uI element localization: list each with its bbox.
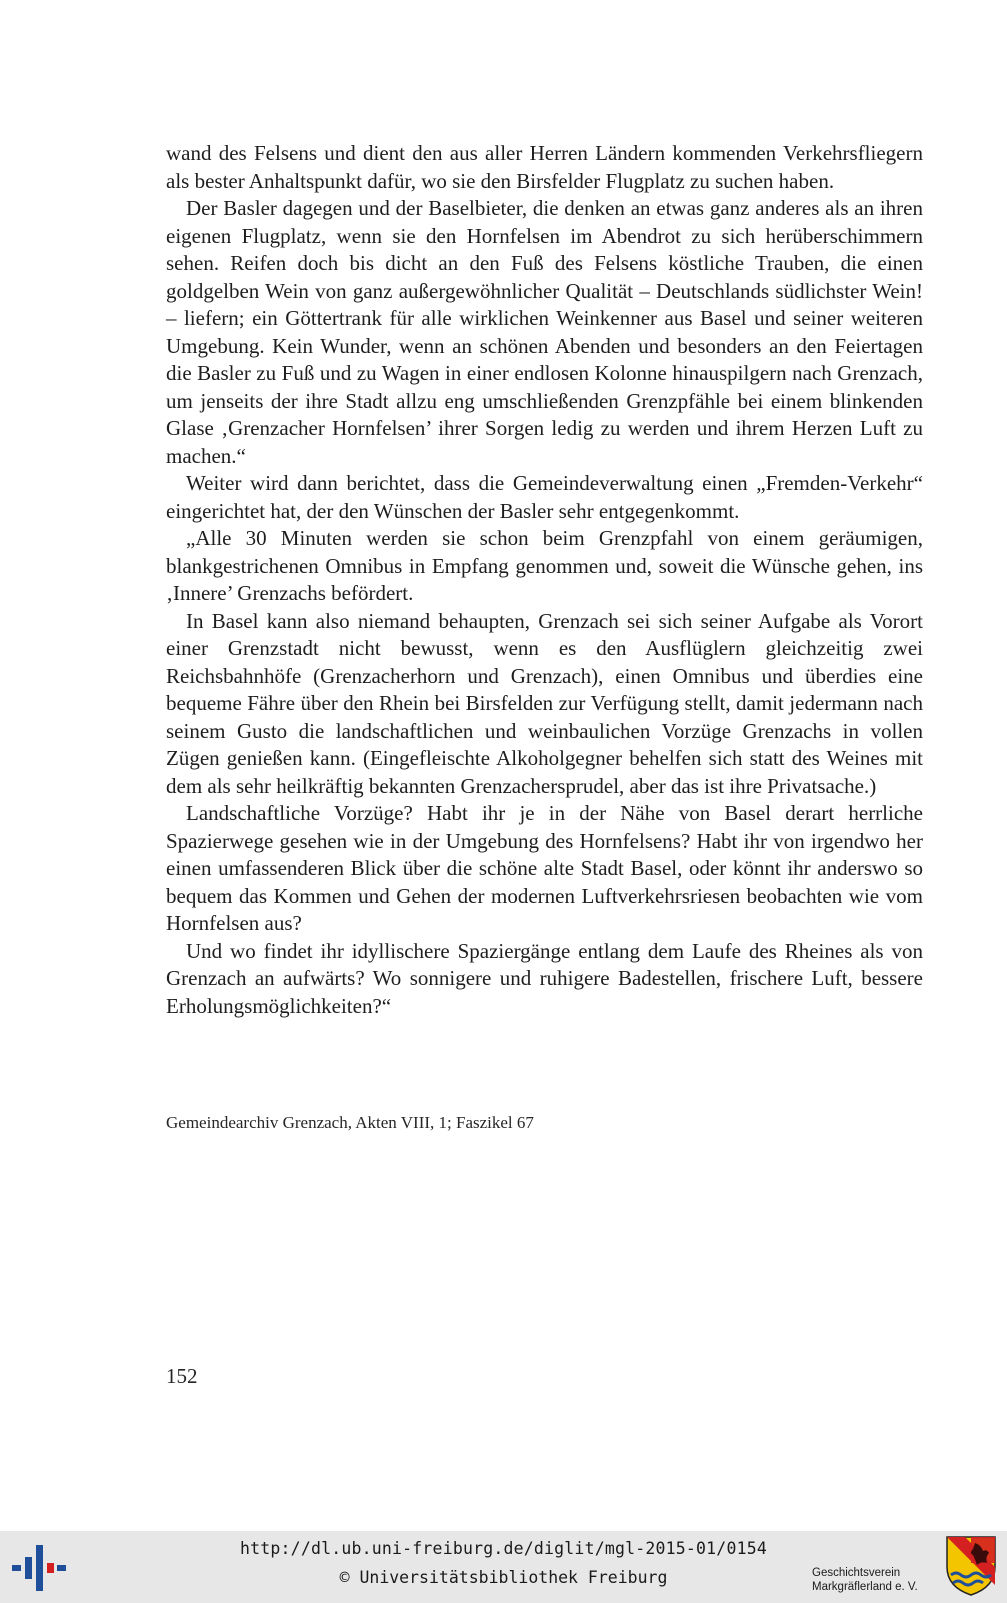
paragraph: „Alle 30 Minuten werden sie schon beim Grenzpfahl von einem geräumigen, blankgestrichenen Omnibus in Empfang genommen und, soweit die Wünsche gehen, ins ‚Innere’ Grenzachs befördert. — [166, 526, 923, 605]
paragraph: Landschaftliche Vorzüge? Habt ihr je in der Nähe von Basel derart herrliche Spazierwege gesehen wie in der Umgebung des Hornfelsens? Habt ihr von irgendwo her einen umfassenderen Blick über die schöne alte Stadt Basel, oder könnt ihr anderswo so bequem das Kommen und Gehen der modernen Luftverkehrsriesen beobachten wie vom Hornfelsen aus? — [166, 801, 923, 935]
paragraph: Der Basler dagegen und der Baselbieter, die denken an etwas ganz anderes als an ihren eigenen Flugplatz, wenn sie den Hornfelsen im Abendrot zu sich herüberschimmern sehen. Reifen doch bis dicht an den Fuß des Felsens köstliche Trauben, die einen goldgelben Wein von ganz außergewöhnlicher Qualität – Deutschlands südlichster Wein! – liefern; ein Göttertrank für alle wirklichen Weinkenner aus Basel und seiner weiteren Umgebung. Kein Wunder, wenn an schönen Abenden und besonders an den Feiertagen die Basler zu Fuß und zu Wagen in einer endlosen Kolonne hinauspilgern nach Grenzach, um jenseits der ihre Stadt allzu eng umschließenden Grenzpfähle bei einem blinkenden Glase ‚Grenzacher Hornfelsen’ ihrer Sorgen ledig zu werden und ihrem Herzen Luft zu machen.“ — [166, 196, 923, 468]
society-name — [812, 1566, 942, 1594]
footer-copyright: © Universitätsbibliothek Freiburg — [339, 1568, 668, 1587]
society-name-line2: Markgräflerland e. V. — [812, 1581, 918, 1593]
paragraph: wand des Felsens und dient den aus aller Herren Ländern kommenden Verkehrsfliegern als bester Anhaltspunkt dafür, wo sie den Birsfelder Flugplatz zu suchen haben. — [166, 141, 923, 193]
society-name-line1: Geschichtsverein — [812, 1567, 901, 1579]
page-number: 152 — [166, 1364, 198, 1388]
footer-bar — [0, 1531, 1007, 1603]
source-citation: Gemeindearchiv Grenzach, Akten VIII, 1; Faszikel 67 — [166, 1113, 534, 1132]
paragraph: Weiter wird dann berichtet, dass die Gemeindeverwaltung einen „Fremden-Verkehr“ eingerichtet hat, der den Wünschen der Basler sehr entgegenkommt. — [166, 471, 923, 523]
coat-of-arms-icon — [945, 1535, 997, 1597]
paragraph: In Basel kann also niemand behaupten, Grenzach sei sich seiner Aufgabe als Vorort einer Grenzstadt nicht bewusst, wenn es den Ausflüglern gleichzeitig zwei Reichsbahnhöfe (Grenzacherhorn und Grenzach), einen Omnibus und überdies eine bequeme Fähre über den Rhein bei Birsfelden zur Verfügung stellt, damit jedermann nach seinem Gusto die landschaftlichen und weinbaulichen Vorzüge Grenzachs in vollen Zügen genießen kann. (Eingefleischte Alkoholgegner behelfen sich statt des Weines mit dem als sehr heilkräftig bekannten Grenzachersprudel, aber das ist ihre Privatsache.) — [166, 608, 923, 798]
footer-url-link[interactable]: http://dl.ub.uni-freiburg.de/diglit/mgl-2015-01/0154 — [240, 1539, 767, 1558]
paragraph: Und wo findet ihr idyllischere Spaziergänge entlang dem Laufe des Rheines als von Grenzach an aufwärts? Wo sonnigere und ruhigere Badestellen, frischere Luft, bessere Erholungsmöglichkeiten?“ — [166, 938, 923, 1018]
page-body — [166, 140, 923, 1020]
